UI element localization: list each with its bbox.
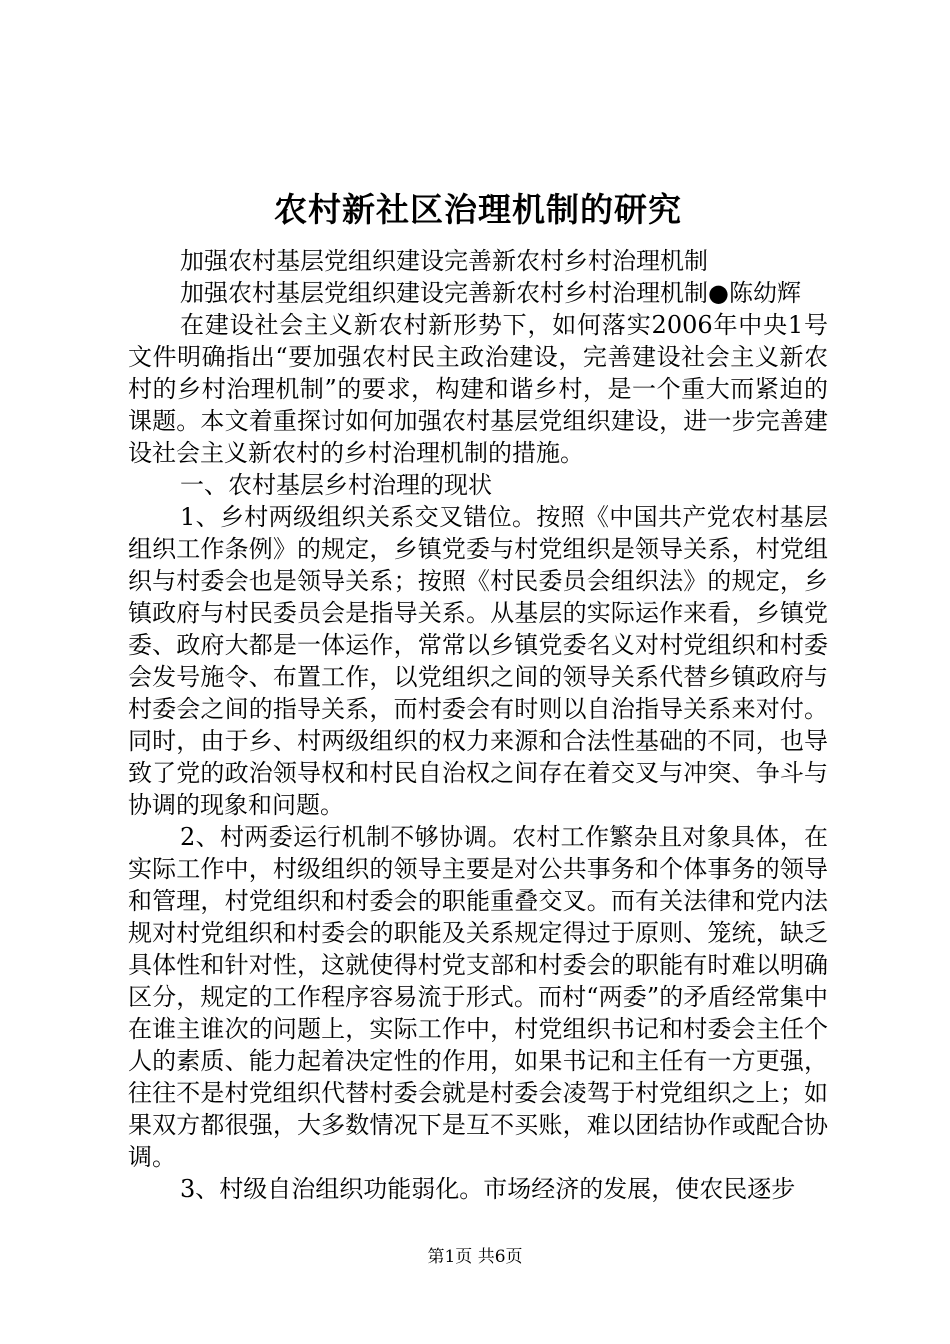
page-footer: 第1页 共6页 xyxy=(427,1247,523,1267)
document-title: 农村新社区治理机制的研究 xyxy=(274,190,682,229)
document-page xyxy=(128,180,828,1205)
intro-paragraph: 在建设社会主义新农村新形势下，如何落实2006年中央1号文件明确指出“要加强农村民主政治建设，完善建设社会主义新农村的乡村治理机制”的要求，构建和谐乡村，是一个重大而紧迫的课题。本文着重探讨如何加强农村基层党组织建设，进一步完善建设社会主义新农村的乡村治理机制的措施。 xyxy=(128,311,828,467)
body-paragraph: 3、村级自治组织功能弱化。市场经济的发展，使农民逐步 xyxy=(180,1175,796,1203)
subtitle-paragraph: 加强农村基层党组织建设完善新农村乡村治理机制 xyxy=(180,247,708,275)
body-paragraph: 2、村两委运行机制不够协调。农村工作繁杂且对象具体，在实际工作中，村级组织的领导主要是对公共事务和个体事务的领导和管理，村党组织和村委会的职能重叠交叉。而有关法律和党内法规对村党组织和村委会的职能及关系规定得过于原则、笼统，缺乏具体性和针对性，这就使得村党支部和村委会的职能有时难以明确区分，规定的工作程序容易流于形式。而村“两委”的矛盾经常集中在谁主谁次的问题上，实际工作中，村党组织书记和村委会主任个人的素质、能力起着决定性的作用，如果书记和主任有一方更强，往往不是村党组织代替村委会就是村委会凌驾于村党组织之上；如果双方都很强，大多数情况下是互不买账，难以团结协作或配合协调。 xyxy=(128,823,828,1171)
body-paragraph: 1、乡村两级组织关系交叉错位。按照《中国共产党农村基层组织工作条例》的规定，乡镇党委与村党组织是领导关系，村党组织与村委会也是领导关系；按照《村民委员会组织法》的规定，乡镇政府与村民委员会是指导关系。从基层的实际运作来看，乡镇党委、政府大都是一体运作，常常以乡镇党委名义对村党组织和村委会发号施令、布置工作，以党组织之间的领导关系代替乡镇政府与村委会之间的指导关系，而村委会有时则以自治指导关系来对付。同时，由于乡、村两级组织的权力来源和合法性基础的不同，也导致了党的政治领导权和村民自治权之间存在着交叉与冲突、争斗与协调的现象和问题。 xyxy=(128,503,828,819)
subtitle-author-paragraph: 加强农村基层党组织建设完善新农村乡村治理机制●陈幼辉 xyxy=(180,279,801,307)
section-heading: 一、农村基层乡村治理的现状 xyxy=(180,471,492,499)
